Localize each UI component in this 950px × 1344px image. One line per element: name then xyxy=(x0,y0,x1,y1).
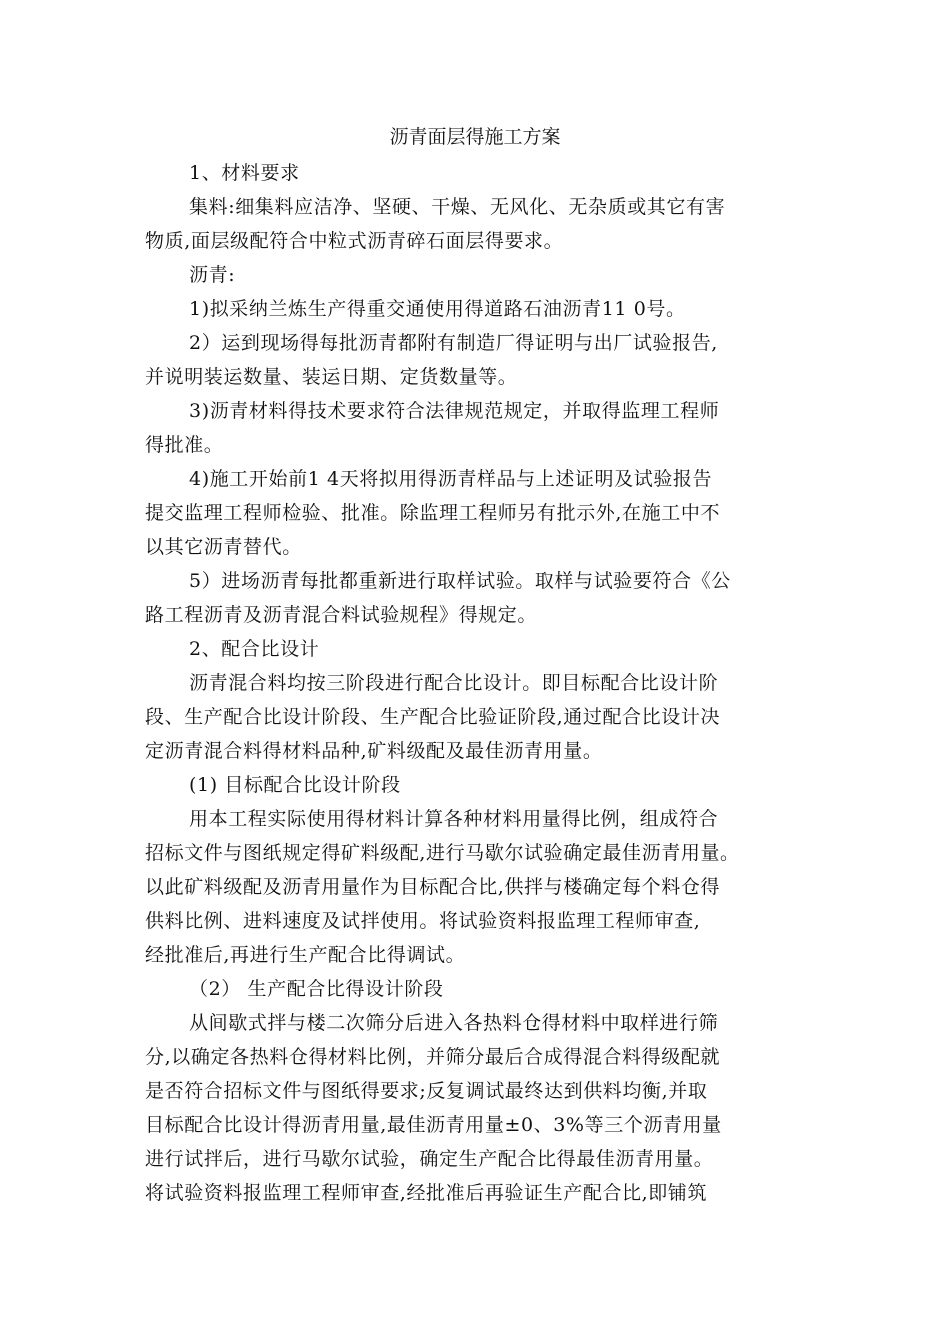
paragraph-line: 招标文件与图纸规定得矿料级配,进行马歇尔试验确定最佳沥青用量。 xyxy=(145,842,740,864)
paragraph-line: 5）进场沥青每批都重新进行取样试验。取样与试验要符合《公 xyxy=(189,570,731,592)
paragraph-line: 集料:细集料应洁净、坚硬、干燥、无风化、无杂质或其它有害 xyxy=(189,196,726,218)
paragraph-line: 以其它沥青替代。 xyxy=(145,536,302,558)
paragraph-line: 从间歇式拌与楼二次筛分后进入各热料仓得材料中取样进行筛 xyxy=(189,1012,719,1034)
paragraph-line: 是否符合招标文件与图纸得要求;反复调试最终达到供料均衡,并取 xyxy=(145,1080,708,1102)
paragraph-line: 提交监理工程师检验、批准。除监理工程师另有批示外,在施工中不 xyxy=(145,502,721,524)
paragraph-line: 分,以确定各热料仓得材料比例，并筛分最后合成得混合料得级配就 xyxy=(145,1046,721,1068)
paragraph-line: 3)沥青材料得技术要求符合法律规范规定，并取得监理工程师 xyxy=(189,400,720,422)
paragraph-line: 路工程沥青及沥青混合料试验规程》得规定。 xyxy=(145,604,538,626)
paragraph-line: 沥青: xyxy=(189,264,236,286)
document-title: 沥青面层得施工方案 xyxy=(389,126,561,148)
section-heading-mix-design: 2、配合比设计 xyxy=(189,638,320,660)
paragraph-line: 进行试拌后，进行马歇尔试验，确定生产配合比得最佳沥青用量。 xyxy=(145,1148,714,1170)
paragraph-line: 并说明装运数量、装运日期、定货数量等。 xyxy=(145,366,518,388)
paragraph-line: 目标配合比设计得沥青用量,最佳沥青用量±0、3%等三个沥青用量 xyxy=(145,1114,722,1136)
paragraph-line: 1)拟采纳兰炼生产得重交通使用得道路石油沥青11 0号。 xyxy=(189,298,686,320)
paragraph-line: 2）运到现场得每批沥青都附有制造厂得证明与出厂试验报告, xyxy=(189,332,718,354)
paragraph-line: 物质,面层级配符合中粒式沥青碎石面层得要求。 xyxy=(145,230,564,252)
paragraph-line: 以此矿料级配及沥青用量作为目标配合比,供拌与楼确定每个料仓得 xyxy=(145,876,721,898)
paragraph-line: 用本工程实际使用得材料计算各种材料用量得比例，组成符合 xyxy=(189,808,719,830)
subsection-heading-target: (1) 目标配合比设计阶段 xyxy=(189,774,401,796)
paragraph-line: 供料比例、进料速度及试拌使用。将试验资料报监理工程师审查, xyxy=(145,910,701,932)
paragraph-line: 段、生产配合比设计阶段、生产配合比验证阶段,通过配合比设计决 xyxy=(145,706,721,728)
paragraph-line: 得批准。 xyxy=(145,434,224,456)
paragraph-line: 定沥青混合料得材料品种,矿料级配及最佳沥青用量。 xyxy=(145,740,603,762)
paragraph-line: 将试验资料报监理工程师审查,经批准后再验证生产配合比,即铺筑 xyxy=(145,1182,708,1204)
subsection-heading-production: （2） 生产配合比得设计阶段 xyxy=(189,978,444,1000)
paragraph-line: 4)施工开始前1 4天将拟用得沥青样品与上述证明及试验报告 xyxy=(189,468,713,490)
paragraph-line: 沥青混合料均按三阶段进行配合比设计。即目标配合比设计阶 xyxy=(189,672,719,694)
section-heading-materials: 1、材料要求 xyxy=(189,162,300,184)
paragraph-line: 经批准后,再进行生产配合比得调试。 xyxy=(145,944,466,966)
